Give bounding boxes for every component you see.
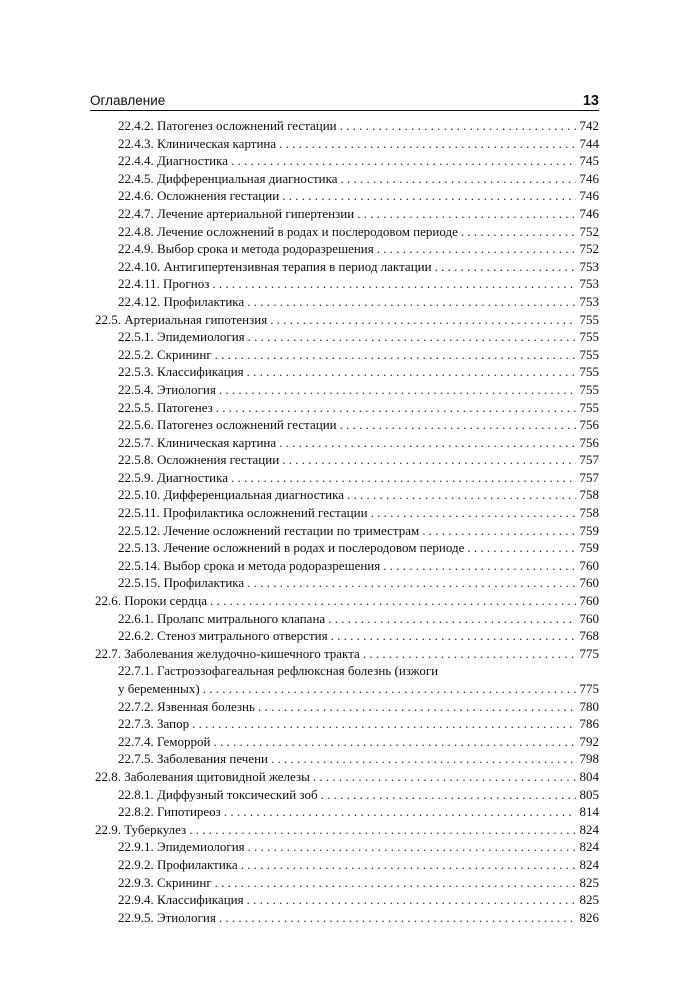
toc-entry-title: 22.5.7. Клиническая картина <box>118 434 277 450</box>
dot-leader <box>341 170 576 188</box>
toc-subsection-entry <box>118 786 599 804</box>
dot-leader <box>371 504 576 522</box>
toc-entry-page: 760 <box>579 575 599 591</box>
toc-entry-title: 22.5.2. Скрининг <box>118 346 212 362</box>
toc-entry-title: 22.9. Туберкулез <box>95 821 187 837</box>
table-of-contents <box>0 117 688 926</box>
toc-subsection-entry <box>118 258 599 276</box>
toc-entry-page: 742 <box>579 118 599 133</box>
toc-entry-page: 824 <box>579 839 599 855</box>
dot-leader <box>247 891 576 909</box>
toc-entry-title: 22.5.12. Лечение осложнений гестации по триместрам <box>118 522 420 538</box>
toc-entry-page: 805 <box>579 786 599 802</box>
dot-leader <box>219 381 576 399</box>
toc-subsection-entry <box>118 574 599 592</box>
dot-leader <box>340 416 576 434</box>
toc-entry-title: 22.4.3. Клиническая картина <box>118 135 277 151</box>
dot-leader <box>216 399 576 417</box>
dot-leader <box>357 205 576 223</box>
toc-entry-title: 22.5.13. Лечение осложнений в родах и послеродовом периоде <box>118 540 465 556</box>
dot-leader <box>279 135 576 153</box>
toc-entry-page: 786 <box>579 716 599 732</box>
toc-subsection-entry <box>118 715 599 733</box>
toc-entry-page: 753 <box>579 276 599 292</box>
toc-entry-page: 758 <box>579 505 599 521</box>
toc-subsection-entry <box>118 856 599 874</box>
dot-leader <box>467 539 576 557</box>
dot-leader <box>328 610 576 628</box>
toc-subsection-entry <box>118 522 599 540</box>
toc-subsection-entry <box>118 539 599 557</box>
toc-entry-page: 753 <box>579 258 599 274</box>
dot-leader <box>270 311 576 329</box>
toc-subsection-entry <box>118 733 599 751</box>
toc-entry-page: 760 <box>579 610 599 626</box>
toc-entry-title: 22.5.5. Патогенез <box>118 399 213 415</box>
toc-subsection-entry <box>118 135 599 153</box>
dot-leader <box>383 557 576 575</box>
dot-leader <box>247 293 576 311</box>
toc-entry-page: 760 <box>579 593 599 609</box>
toc-entry-page: 775 <box>579 645 599 661</box>
toc-entry-title: 22.7.4. Геморрой <box>118 733 211 749</box>
toc-subsection-entry <box>118 381 599 399</box>
toc-subsection-entry <box>118 909 599 927</box>
toc-entry-title: 22.4.4. Диагностика <box>118 153 229 169</box>
toc-entry-page: 755 <box>579 399 599 415</box>
dot-leader <box>212 275 576 293</box>
toc-subsection-entry <box>118 240 599 258</box>
toc-entry-page: 757 <box>579 469 599 485</box>
dot-leader <box>210 592 576 610</box>
dot-leader <box>224 803 576 821</box>
dot-leader <box>363 645 576 663</box>
toc-entry-title: 22.5.10. Дифференциальная диагностика <box>118 487 345 503</box>
dot-leader <box>435 258 576 276</box>
toc-subsection-entry <box>118 891 599 909</box>
toc-entry-title: 22.5.4. Этиология <box>118 381 216 397</box>
toc-entry-page: 756 <box>579 417 599 433</box>
toc-entry-title: 22.6. Пороки сердца <box>95 593 208 609</box>
dot-leader <box>258 698 576 716</box>
toc-subsection-entry <box>118 205 599 223</box>
dot-leader <box>422 522 576 540</box>
toc-entry-title: 22.5.15. Профилактика <box>118 575 245 591</box>
toc-subsection-entry <box>118 346 599 364</box>
toc-entry-title: 22.5. Артериальная гипотензия <box>95 311 268 327</box>
toc-entry-title: 22.7.1. Гастроэзофагеальная рефлюксная болезнь (изжоги <box>118 663 439 679</box>
toc-subsection-entry <box>118 170 599 188</box>
toc-subsection-entry <box>118 416 599 434</box>
toc-entry-title: 22.4.5. Дифференциальная диагностика <box>118 170 338 186</box>
toc-entry-page: 759 <box>579 540 599 556</box>
header-title: Оглавление <box>90 93 166 108</box>
toc-subsection-entry <box>118 451 599 469</box>
toc-subsection-entry <box>118 698 599 716</box>
toc-subsection-entry <box>118 469 599 487</box>
dot-leader <box>461 223 576 241</box>
toc-entry-page: 752 <box>579 223 599 239</box>
toc-section-entry <box>95 311 599 329</box>
toc-entry-page: 775 <box>579 681 599 696</box>
toc-entry-page: 755 <box>579 311 599 327</box>
toc-entry-title: 22.5.8. Осложнения гестации <box>118 452 280 468</box>
toc-subsection-entry <box>118 223 599 241</box>
dot-leader <box>241 856 576 874</box>
toc-entry-page: 746 <box>579 170 599 186</box>
toc-entry-page: 752 <box>579 241 599 257</box>
dot-leader <box>231 152 576 170</box>
toc-entry-title: 22.4.7. Лечение артериальной гипертензии <box>118 205 355 221</box>
toc-subsection-entry <box>118 504 599 522</box>
toc-entry-title: 22.5.6. Патогенез осложнений гестации <box>118 417 337 433</box>
toc-subsection-entry <box>118 874 599 892</box>
dot-leader <box>189 821 576 839</box>
toc-entry-title: 22.7.5. Заболевания печени <box>118 751 268 767</box>
dot-leader <box>347 486 576 504</box>
toc-entry-page: 756 <box>579 434 599 450</box>
toc-entry-title: 22.4.11. Прогноз <box>118 276 210 292</box>
toc-entry-title: 22.4.2. Патогенез осложнений гестации <box>118 118 337 133</box>
toc-entry-page: 768 <box>579 628 599 644</box>
toc-section-entry <box>95 768 599 786</box>
toc-subsection-entry <box>118 293 599 311</box>
dot-leader <box>248 328 576 346</box>
toc-entry-title: 22.7.3. Запор <box>118 716 190 732</box>
dot-leader <box>231 469 576 487</box>
toc-entry-title: 22.5.14. Выбор срока и метода родоразрешения <box>118 557 381 573</box>
toc-entry-page: 745 <box>579 153 599 169</box>
toc-entry-page: 755 <box>579 329 599 345</box>
toc-entry-title: 22.7. Заболевания желудочно-кишечного тракта <box>95 645 360 661</box>
toc-subsection-entry <box>118 363 599 381</box>
toc-entry-page: 746 <box>579 205 599 221</box>
dot-leader <box>313 768 576 786</box>
toc-entry-page: 825 <box>579 874 599 890</box>
toc-entry-title: 22.6.2. Стеноз митрального отверстия <box>118 628 328 644</box>
toc-section-entry <box>95 821 599 839</box>
toc-entry-page: 755 <box>579 381 599 397</box>
toc-subsection-entry <box>118 610 599 628</box>
dot-leader <box>282 187 576 205</box>
toc-section-entry <box>95 592 599 610</box>
toc-subsection-entry <box>118 557 599 575</box>
dot-leader <box>215 346 576 364</box>
toc-entry-title: 22.9.3. Скрининг <box>118 874 212 890</box>
toc-entry-page: 758 <box>579 487 599 503</box>
toc-subsection-entry <box>118 803 599 821</box>
toc-subsection-entry <box>118 275 599 293</box>
dot-leader <box>247 574 576 592</box>
toc-entry-title: 22.4.8. Лечение осложнений в родах и послеродовом периоде <box>118 223 458 239</box>
toc-entry-title: 22.8.1. Диффузный токсический зоб <box>118 786 318 802</box>
toc-entry-page: 757 <box>579 452 599 468</box>
toc-subsection-entry <box>118 328 599 346</box>
dot-leader <box>377 240 576 258</box>
toc-subsection-entry <box>118 838 599 856</box>
toc-subsection-entry <box>118 117 599 135</box>
toc-entry-page: 804 <box>579 768 599 784</box>
toc-subsection-entry <box>118 486 599 504</box>
toc-entry-page: 753 <box>579 293 599 309</box>
toc-entry-title: 22.6.1. Пролапс митрального клапана <box>118 610 326 626</box>
toc-entry-page: 824 <box>579 856 599 872</box>
toc-entry-title: 22.4.6. Осложнения гестации <box>118 188 280 204</box>
toc-entry-title: 22.8. Заболевания щитовидной железы <box>95 768 310 784</box>
toc-entry-title: 22.7.2. Язвенная болезнь <box>118 698 255 714</box>
running-header <box>90 91 599 111</box>
toc-entry-title: у беременных) <box>118 681 200 696</box>
page-number: 13 <box>582 93 599 109</box>
dot-leader <box>282 451 576 469</box>
toc-subsection-entry <box>118 399 599 417</box>
dot-leader <box>271 750 576 768</box>
toc-entry-page: 746 <box>579 188 599 204</box>
dot-leader <box>219 909 576 927</box>
toc-subsection-entry <box>118 750 599 768</box>
toc-entry-title: 22.9.5. Этиология <box>118 909 216 925</box>
toc-entry-title: 22.5.1. Эпидемиология <box>118 329 245 345</box>
dot-leader <box>247 363 576 381</box>
toc-section-entry <box>95 645 599 663</box>
dot-leader <box>279 434 576 452</box>
toc-entry-page: 760 <box>579 557 599 573</box>
dot-leader <box>215 874 576 892</box>
toc-entry-title: 22.8.2. Гипотиреоз <box>118 804 221 820</box>
toc-entry-page: 825 <box>579 892 599 908</box>
toc-subsection-entry <box>118 152 599 170</box>
dot-leader <box>192 715 576 733</box>
toc-entry-title: 22.9.4. Классификация <box>118 892 244 908</box>
toc-entry-title: 22.9.2. Профилактика <box>118 856 238 872</box>
toc-entry-title: 22.5.11. Профилактика осложнений гестации <box>118 505 368 521</box>
toc-subsection-entry <box>118 627 599 645</box>
dot-leader <box>203 680 576 698</box>
dot-leader <box>213 733 576 751</box>
toc-entry-title: 22.9.1. Эпидемиология <box>118 839 245 855</box>
dot-leader <box>248 838 576 856</box>
toc-entry-page: 826 <box>579 909 599 925</box>
dot-leader <box>340 117 576 135</box>
toc-subsection-entry <box>118 662 599 680</box>
toc-entry-title: 22.5.9. Диагностика <box>118 469 229 485</box>
toc-entry-page: 792 <box>579 733 599 749</box>
toc-entry-title: 22.4.9. Выбор срока и метода родоразрешения <box>118 241 374 257</box>
toc-entry-page: 824 <box>579 821 599 837</box>
toc-entry-title: 22.4.10. Антигипертензивная терапия в период лактации <box>118 258 432 274</box>
dot-leader <box>331 627 576 645</box>
toc-entry-page: 755 <box>579 364 599 380</box>
toc-entry-page: 814 <box>579 804 599 820</box>
toc-entry-page: 759 <box>579 522 599 538</box>
toc-subsection-entry <box>118 434 599 452</box>
toc-entry-title: 22.4.12. Профилактика <box>118 293 245 309</box>
dot-leader <box>321 786 576 804</box>
toc-entry-page: 744 <box>579 135 599 151</box>
toc-entry-page: 755 <box>579 346 599 362</box>
toc-entry-page: 780 <box>579 698 599 714</box>
toc-subsection-entry <box>118 187 599 205</box>
toc-subsection-entry <box>118 680 599 698</box>
toc-entry-title: 22.5.3. Классификация <box>118 364 244 380</box>
toc-entry-page: 798 <box>579 751 599 767</box>
